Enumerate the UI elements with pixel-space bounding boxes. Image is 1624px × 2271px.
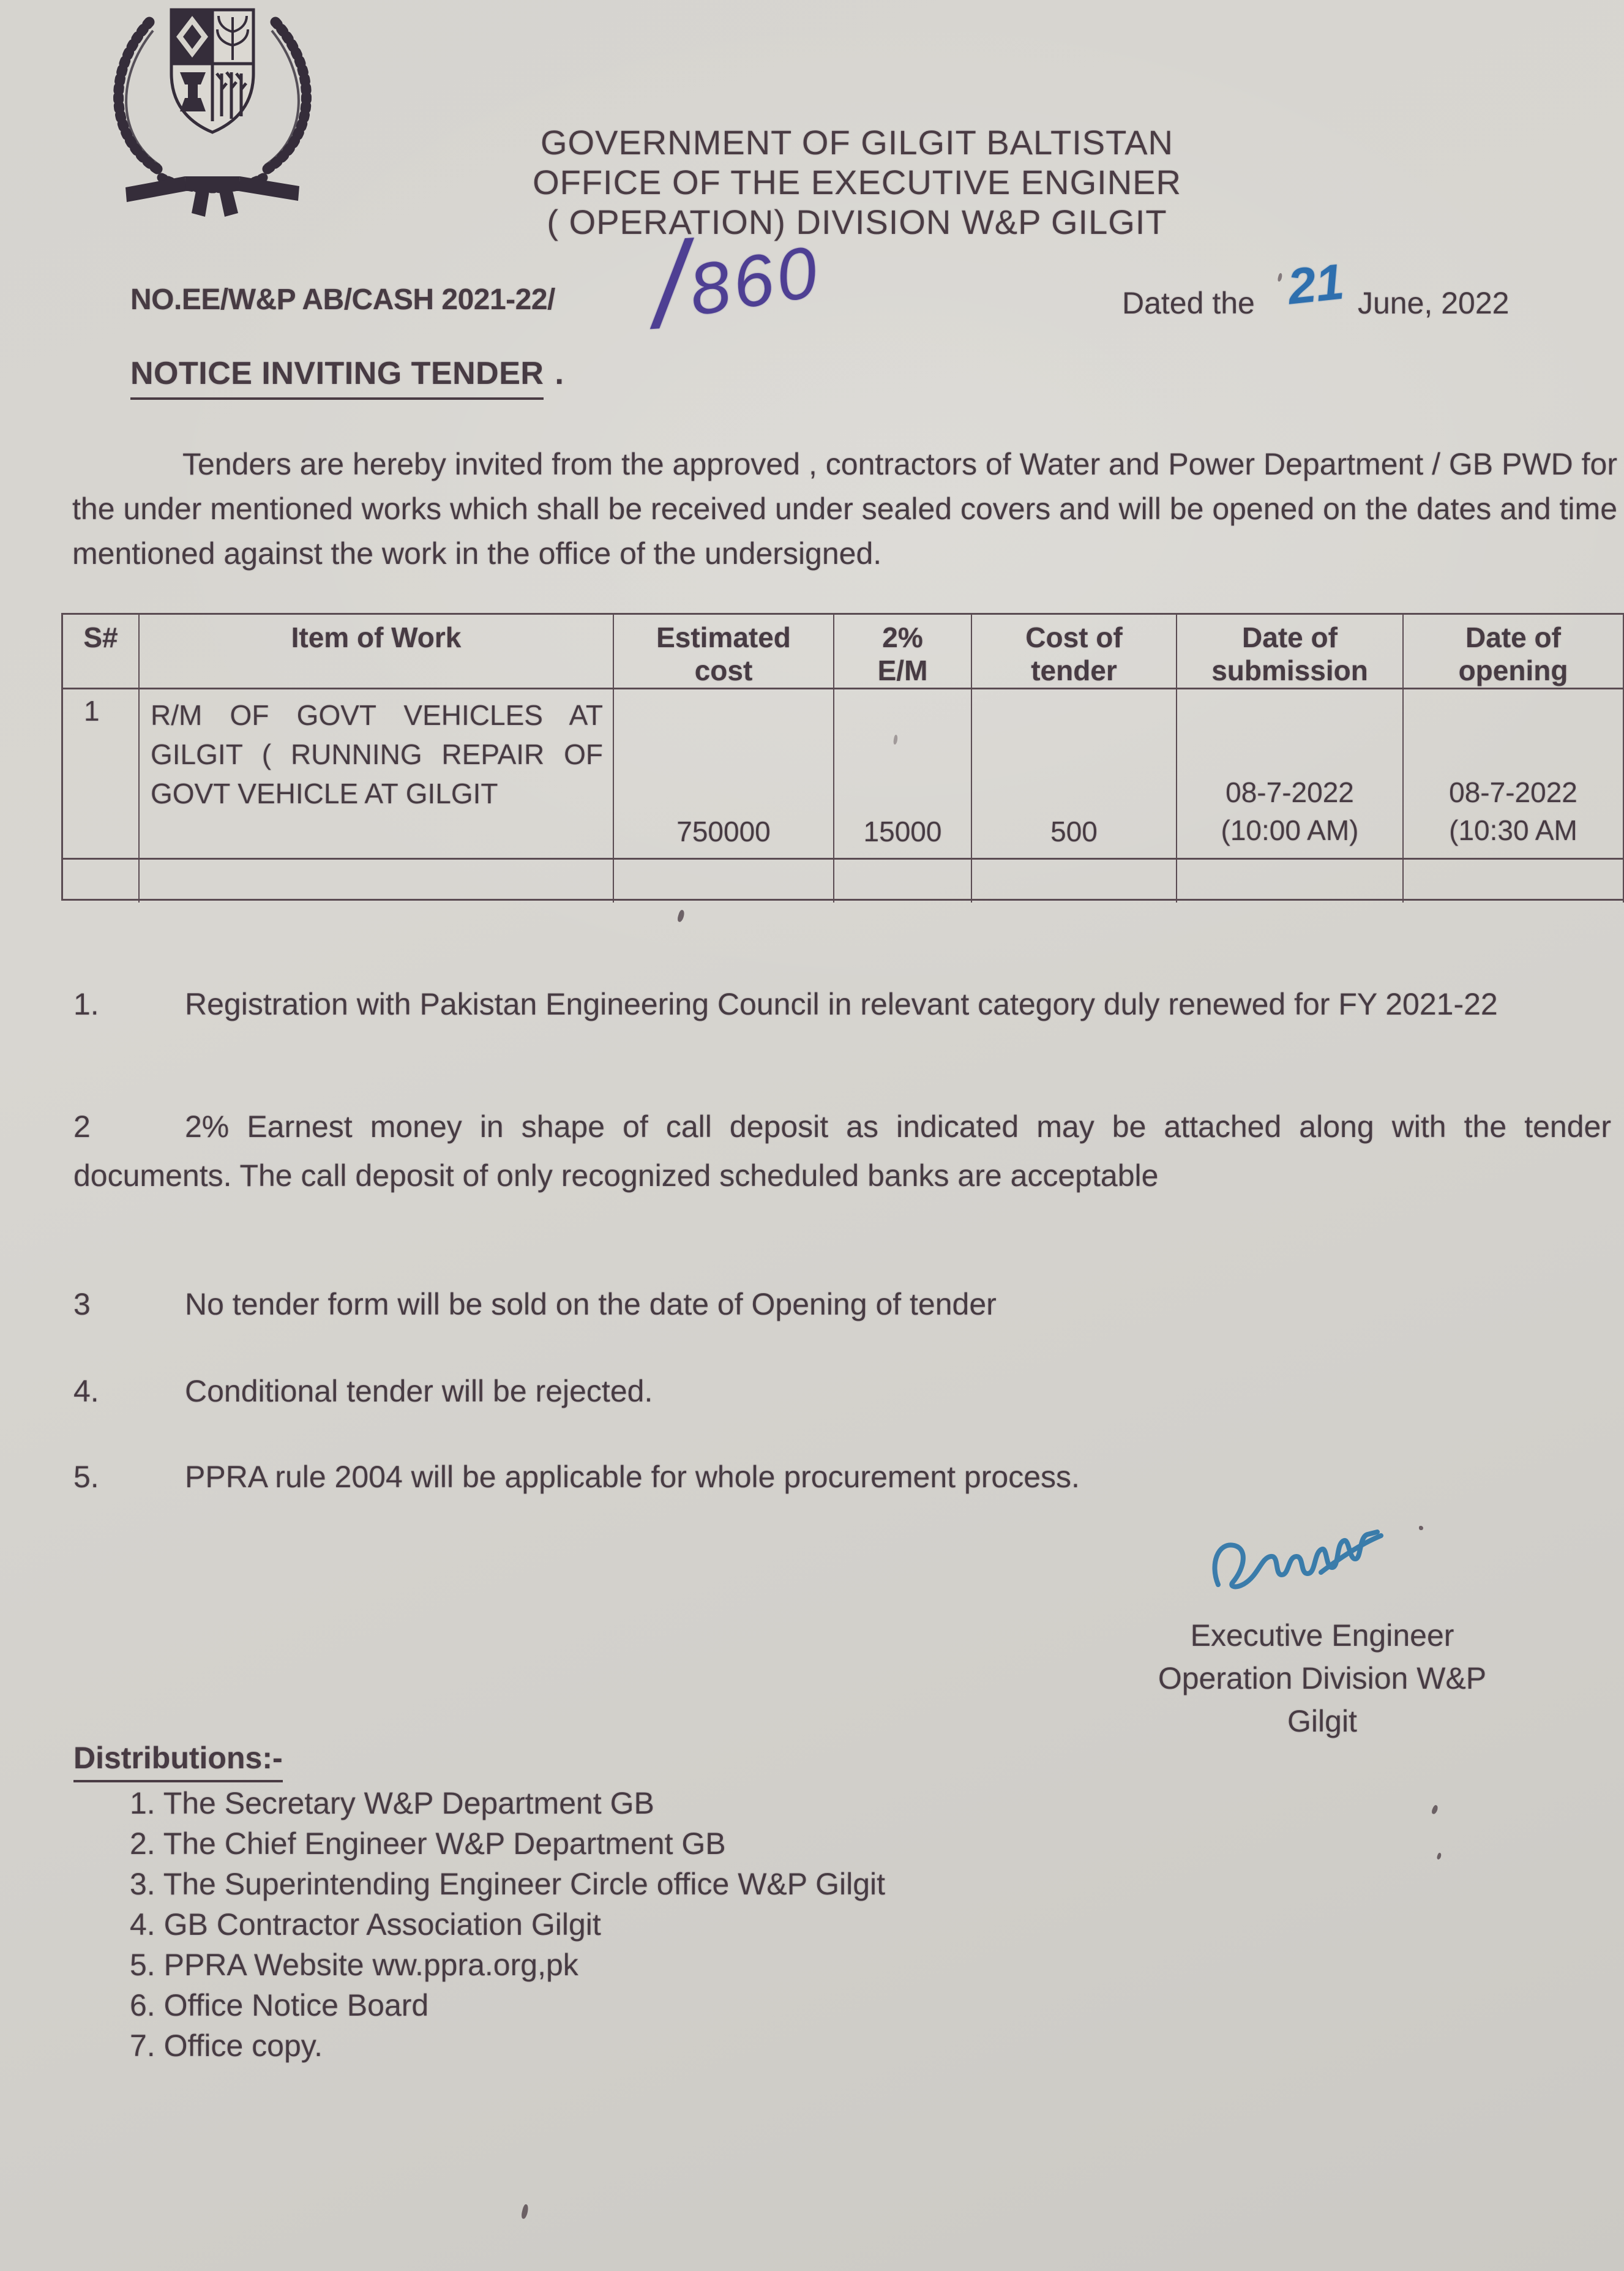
col-header-earnest-money: 2% E/M <box>834 615 972 689</box>
reference-number-label: NO.EE/W&P AB/CASH 2021-22/ <box>130 283 555 316</box>
handwritten-slash: / <box>649 217 692 353</box>
distributions-heading: Distributions:- <box>73 1740 283 1776</box>
signatory-title-line1: Executive Engineer <box>1190 1618 1454 1653</box>
gilgit-baltistan-government-emblem <box>93 0 333 239</box>
col-header-cost-of-tender: Cost of tender <box>972 615 1177 689</box>
letterhead-line3: ( OPERATION) DIVISION W&P GILGIT <box>547 203 1167 241</box>
col-header-estimated-cost: Estimated cost <box>614 615 834 689</box>
tender-table <box>61 613 1624 901</box>
letterhead-line1: GOVERNMENT OF GILGIT BALTISTAN <box>540 123 1173 162</box>
col-header-date-of-opening: Date of opening <box>1404 615 1624 689</box>
signatory-title-line2: Operation Division W&P <box>1158 1661 1487 1695</box>
row1-serial: 1 <box>63 689 140 860</box>
executive-engineer-signature <box>1207 1523 1391 1604</box>
row1-date-of-submission: 08-7-2022 (10:00 AM) <box>1177 689 1404 860</box>
date-month-year: June, 2022 <box>1358 286 1510 320</box>
notice-title <box>130 355 564 392</box>
handwritten-serial-number: 860 <box>683 231 826 331</box>
intro-paragraph: Tenders are hereby invited from the approved , contractors of Water and Power Department / GB PWD for the under mentioned works which shall be received under sealed covers and will be opened on the dates and time mentioned against the work in the office of the undersigned. <box>72 447 1617 571</box>
distribution-item-2: 2. The Chief Engineer W&P Department GB <box>130 1826 726 1861</box>
ink-speck <box>520 2204 529 2219</box>
condition-4: 4. Conditional tender will be rejected. <box>73 1374 653 1408</box>
ink-speck <box>676 909 686 923</box>
row1-earnest-money: 15000 <box>834 689 972 860</box>
condition-2: 2 2% Earnest money in shape of call deposit as indicated may be attached along with the tender documents. The call deposit of only recognized scheduled banks are acceptable <box>73 1109 1611 1193</box>
dated-prefix: Dated the <box>1122 286 1255 320</box>
emblem-shield <box>171 10 253 132</box>
col-header-item-of-work: Item of Work <box>140 615 614 689</box>
col-header-serial: S# <box>63 615 140 689</box>
empty-row-cell <box>614 860 834 903</box>
row1-item-of-work: R/M OF GOVT VEHICLES AT GILGIT ( RUNNING REPAIR OF GOVT VEHICLE AT GILGIT <box>140 689 614 860</box>
row1-date-of-opening: 08-7-2022 (10:30 AM <box>1404 689 1624 860</box>
handwritten-day: 21 <box>1285 253 1347 315</box>
empty-row-cell <box>140 860 614 903</box>
distribution-item-3: 3. The Superintending Engineer Circle office W&P Gilgit <box>130 1867 886 1901</box>
distribution-item-4: 4. GB Contractor Association Gilgit <box>130 1907 601 1942</box>
distribution-item-1: 1. The Secretary W&P Department GB <box>130 1786 654 1820</box>
empty-row-cell <box>834 860 972 903</box>
condition-3: 3 No tender form will be sold on the date of Opening of tender <box>73 1287 997 1321</box>
condition-1: 1. Registration with Pakistan Engineering Council in relevant category duly renewed for FY 2021-22 <box>73 987 1498 1021</box>
col-header-date-of-submission: Date of submission <box>1177 615 1404 689</box>
empty-row-cell <box>1177 860 1404 903</box>
empty-row-cell <box>63 860 140 903</box>
signatory-title-line3: Gilgit <box>1287 1704 1357 1738</box>
distribution-item-7: 7. Office copy. <box>130 2029 323 2063</box>
notice-title-period: . <box>555 356 564 391</box>
notice-title-text: NOTICE INVITING TENDER <box>130 356 544 400</box>
condition-5: 5. PPRA rule 2004 will be applicable for whole procurement process. <box>73 1460 1080 1494</box>
ink-speck <box>1419 1526 1423 1530</box>
row1-cost-of-tender: 500 <box>972 689 1177 860</box>
letterhead <box>422 122 1292 242</box>
letterhead-line2: OFFICE OF THE EXECUTIVE ENGINER <box>533 163 1181 201</box>
empty-row-cell <box>1404 860 1624 903</box>
empty-row-cell <box>972 860 1177 903</box>
emblem-ribbon <box>125 176 299 217</box>
distribution-item-6: 6. Office Notice Board <box>130 1988 429 2022</box>
ink-speck <box>1277 272 1283 282</box>
distribution-item-5: 5. PPRA Website ww.ppra.org,pk <box>130 1948 578 1982</box>
row1-estimated-cost: 750000 <box>614 689 834 860</box>
